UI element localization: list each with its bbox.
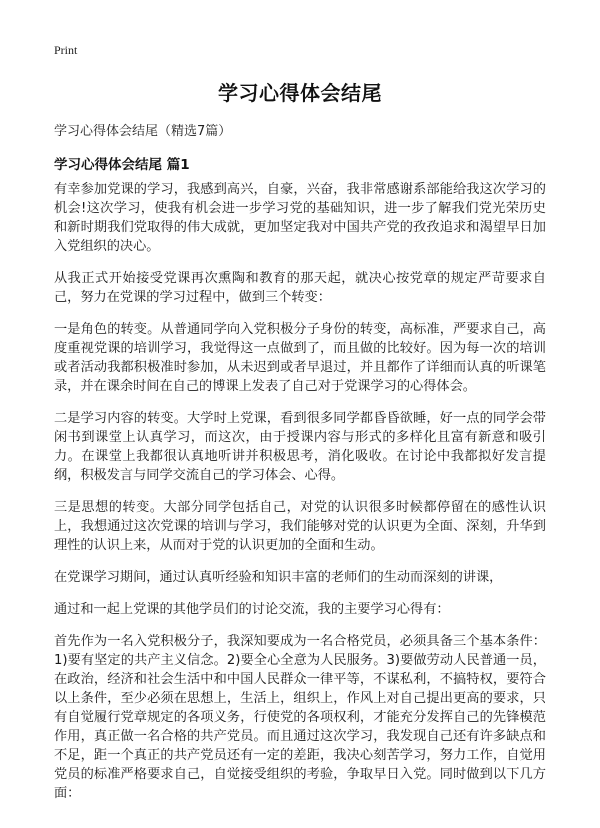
paragraph: 一是角色的转变。从普通同学向入党积极分子身份的转变，高标准，严要求自己，高度重视党课的培训学习，我觉得这一点做到了，而且做的比较好。因为每一次的培训或者活动我都积极准时参加，从未迟到或者早退过，并且都作了详细而认真的听课笔录，并在课余时间在自己的博课上发表了自己对于党课学习的心得体会。 <box>54 322 546 394</box>
print-link[interactable]: Print <box>54 43 78 57</box>
paragraph: 在党课学习期间，通过认真听经验和知识丰富的老师们的生动而深刻的讲课， <box>54 570 503 585</box>
document-subtitle: 学习心得体会结尾（精选7篇） <box>54 124 232 139</box>
paragraph: 从我正式开始接受党课再次熏陶和教育的那天起，就决心按党章的规定严苛要求自己，努力在党课的学习过程中，做到三个转变： <box>54 271 546 305</box>
article-body <box>54 180 546 816</box>
paragraph: 首先作为一名入党积极分子，我深知要成为一名合格党员，必须具备三个基本条件：1)要有坚定的共产主义信念。2)要全心全意为人民服务。3)要做劳动人民普通一员，在政治，经济和社会生活中和中国人民群众一律平等，不谋私利，不搞特权，要符合以上条件，至少必须在思想上，生活上，组织上，作风上对自己提出更高的要求，只有自觉履行党章规定的各项义务，行使党的各项权利，才能充分发挥自己的先锋模范作用，真正做一名合格的共产党员。而且通过这次学习，我发现自己还有许多缺点和不足，距一个真正的共产党员还有一定的差距，我决心刻苦学习，努力工作，自觉用党员的标准严格要求自己，自觉接受组织的考验，争取早日入党。同时做到以下几方面： <box>54 634 546 801</box>
page-title: 学习心得体会结尾 <box>218 81 382 105</box>
section-heading: 学习心得体会结尾 篇1 <box>54 157 190 173</box>
paragraph: 三是思想的转变。大部分同学包括自己，对党的认识很多时候都停留在的感性认识上，我想通过这次党课的培训与学习，我们能够对党的认识更为全面、深刻，升华到理性的认识上来，从而对于党的认识更加的全面和生动。 <box>54 500 546 553</box>
paragraph: 通过和一起上党课的其他学员们的讨论交流，我的主要学习心得有： <box>54 602 450 617</box>
paragraph: 二是学习内容的转变。大学时上党课，看到很多同学都昏昏欲睡，好一点的同学会带闲书到课堂上认真学习，而这次，由于授课内容与形式的多样化且富有新意和吸引力。在课堂上我都很认真地听讲并积极思考，消化吸收。在讨论中我都拟好发言提纲，积极发言与同学交流自己的学习体会、心得。 <box>54 411 546 483</box>
paragraph: 有幸参加党课的学习，我感到高兴，自豪，兴奋，我非常感谢系部能给我这次学习的机会!这次学习，使我有机会进一步学习党的基础知识，进一步了解我们党光荣历史和新时期我们党取得的伟大成就，更加坚定我对中国共产党的孜孜追求和渴望早日加入党组织的决心。 <box>54 182 546 254</box>
